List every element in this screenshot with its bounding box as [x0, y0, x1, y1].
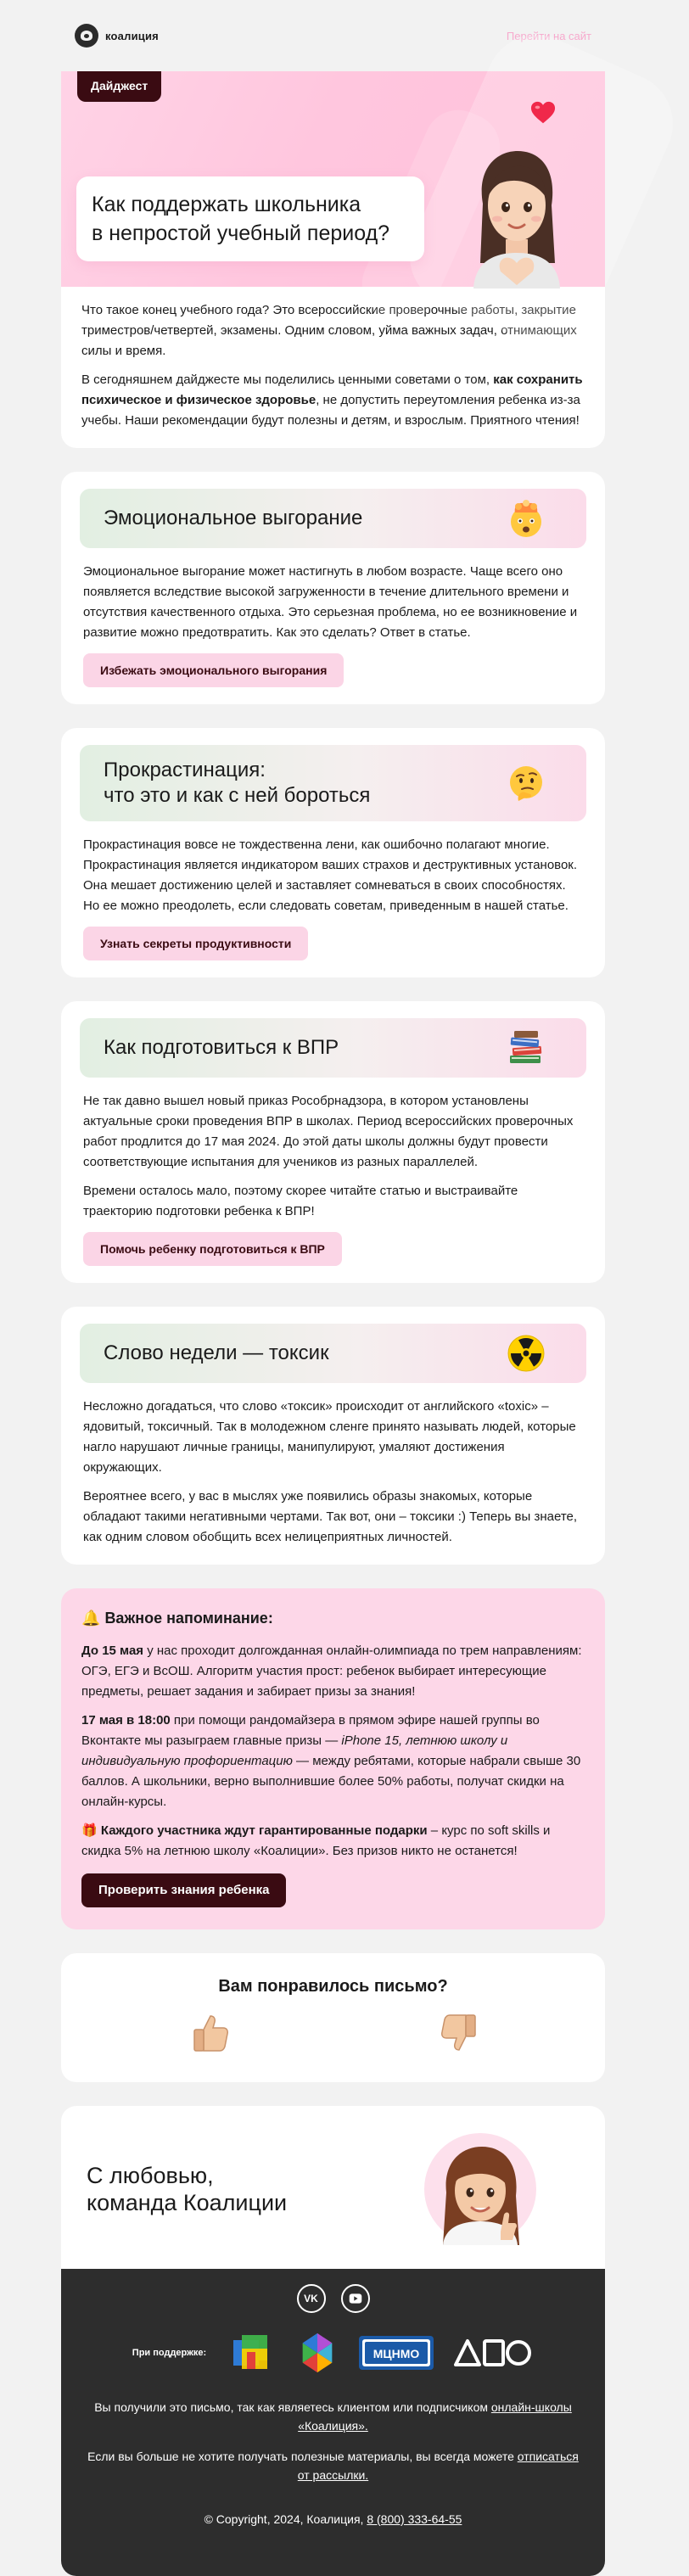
- footer: [61, 2269, 605, 2576]
- partners-label: При поддержке:: [132, 2348, 207, 2358]
- section-vpr: [61, 1001, 605, 1283]
- section-text-1: Несложно догадаться, что слово «токсик» происходит от английского «toxic» – ядовитый, токсичный. Так в молодежном сленге принято называть людей, которые нагло нарушают личные границы, манипулируют, умаляют достижения окружающих.: [83, 1399, 576, 1475]
- important-reminder: [61, 1588, 605, 1929]
- section-text-2: Времени осталось мало, поэтому скорее читайте статью и выстраивайте траекторию подготовки ребенка к ВПР!: [83, 1184, 518, 1218]
- intro-paragraph-1: Что такое конец учебного года? Это всероссийские проверочные работы, закрытие триместров/четвертей, экзамены. Одним словом, уйма важных задач, отнимающих силы и время.: [81, 303, 577, 358]
- section-header: [80, 1018, 586, 1078]
- reminder-title: [81, 1607, 585, 1629]
- footer-note2-text: Если вы больше не хотите получать полезные материалы, вы всегда можете: [87, 2450, 518, 2463]
- woman-avatar-illustration: [424, 2133, 536, 2245]
- thinking-face-emoji-icon: [507, 764, 546, 803]
- section-title-line1: Прокрастинация:: [104, 759, 266, 781]
- section-text: Эмоциональное выгорание может настигнуть в любом возрасте. Чаще всего оно появляется вследствие высокой загруженности в течение длительного времени и отсутствия качественного отдыха. Это серьезная проблема, но ее возникновение и развитие можно предотвратить. Как это сделать? Ответ в статье.: [83, 564, 578, 640]
- signature-line2: команда Коалиции: [87, 2190, 288, 2215]
- hero-title-line1: Как поддержать школьника: [92, 193, 361, 216]
- feedback-card: [61, 1953, 605, 2082]
- signature-line1: С любовью,: [87, 2163, 214, 2188]
- hero-banner: [61, 71, 605, 287]
- youtube-play-icon: [349, 2293, 362, 2304]
- intro-p2-text: В сегодняшнем дайджесте мы поделились ценными советами о том,: [81, 372, 494, 387]
- prepare-vpr-button[interactable]: Помочь ребенку подготовиться к ВПР: [83, 1232, 342, 1266]
- vk-icon[interactable]: VK: [297, 2284, 326, 2313]
- online-school-link[interactable]: онлайн-школы «Коалиция».: [298, 2400, 572, 2433]
- footer-note-subscription: [85, 2398, 581, 2435]
- partner-cube-logo-icon: [228, 2332, 276, 2374]
- feedback-title: Вам понравилось письмо?: [218, 1977, 448, 1996]
- section-body: [80, 821, 586, 960]
- unsubscribe-link[interactable]: отписаться от рассылки.: [297, 2450, 579, 2482]
- partner-dpo-logo: [452, 2336, 534, 2370]
- section-title: Как подготовиться к ВПР: [104, 1036, 339, 1059]
- section-body: [80, 1078, 586, 1266]
- phone-link[interactable]: 8 (800) 333-64-55: [367, 2512, 462, 2526]
- intro-p2-text-end: , не допустить переутомления ребенка из-за учебы. Наши рекомендации будут полезны и детям, и взрослым. Приятного чтения!: [81, 393, 580, 428]
- thumbs-up-icon[interactable]: [192, 2013, 229, 2053]
- reminder-date-1: До 15 мая: [81, 1644, 144, 1658]
- dpo-text: ДПО: [492, 2370, 495, 2371]
- section-header: [80, 745, 586, 821]
- hero-title-box: [76, 176, 424, 261]
- footer-note-unsubscribe: [85, 2447, 581, 2484]
- signature-text: [87, 2162, 287, 2216]
- email-container: [61, 0, 605, 2576]
- reminder-title-text: Важное напоминание:: [104, 1610, 273, 1627]
- copyright: [85, 2510, 581, 2528]
- reminder-paragraph-3: [81, 1821, 585, 1862]
- hero-title: [92, 190, 409, 248]
- logo-text: коалиция: [105, 29, 159, 42]
- reminder-p2-text-end: — между ребятами, которые набрали свыше 30 баллов. А школьники, верно выполнившие более 50% работы, получат скидки на онлайн-курсы.: [81, 1754, 581, 1809]
- brand-logo[interactable]: [75, 24, 159, 48]
- section-procrastination: [61, 728, 605, 977]
- books-emoji-icon: [507, 1028, 546, 1067]
- mcnmo-text: МЦНМО: [373, 2347, 420, 2360]
- partner-flower-logo-icon: [294, 2330, 340, 2376]
- check-knowledge-button[interactable]: Проверить знания ребенка: [81, 1873, 286, 1907]
- copyright-text: © Copyright, 2024, Коалиция,: [204, 2512, 367, 2526]
- signature-block: [61, 2106, 605, 2269]
- reminder-p3-text: – курс по soft skills и скидка 5% на летнюю школу «Коалиции». Без призов никто не останется!: [81, 1823, 551, 1858]
- section-body: [80, 1383, 586, 1548]
- radioactive-emoji-icon: [507, 1334, 546, 1373]
- avoid-burnout-button[interactable]: Избежать эмоционального выгорания: [83, 653, 344, 687]
- koala-logo-icon: [75, 24, 98, 48]
- section-title: Эмоциональное выгорание: [104, 507, 363, 529]
- section-header: [80, 1324, 586, 1383]
- girl-avatar-illustration: [462, 144, 572, 288]
- social-links: [85, 2284, 581, 2313]
- heart-icon: [530, 100, 556, 126]
- section-title: [104, 758, 370, 809]
- intro-p2-bold: как сохранить психическое и физическое здоровье: [81, 372, 583, 407]
- partner-mcnmo-logo: [359, 2336, 434, 2370]
- reminder-p2-text: при помощи рандомайзера в прямом эфире нашей группы во Вконтакте мы разыграем главные призы —: [81, 1713, 540, 1748]
- section-body: [80, 548, 586, 687]
- reminder-paragraph-1: [81, 1641, 585, 1702]
- reminder-date-2: 17 мая в 18:00: [81, 1713, 171, 1728]
- section-title-line2: что это и как с ней бороться: [104, 784, 371, 807]
- partners: [85, 2330, 581, 2376]
- team-avatar: [424, 2133, 536, 2245]
- youtube-icon[interactable]: [341, 2284, 370, 2313]
- footer-note1-text: Вы получили это письмо, так как являетесь клиентом или подписчиком: [94, 2400, 491, 2414]
- reminder-prizes: iPhone 15, летнюю школу и индивидуальную профориентацию: [81, 1733, 508, 1768]
- section-text-1: Не так давно вышел новый приказ Рособрнадзора, в котором установлены актуальные сроки проведения ВПР в школах. Период всероссийских проверочных работ продлится до 17 мая 2024. До этой даты школы должны будут провести соответствующие испытания для учеников из разных параллелей.: [83, 1094, 574, 1169]
- bell-icon: 🔔: [81, 1610, 101, 1627]
- section-word-of-week: [61, 1307, 605, 1565]
- hero-card: [61, 71, 605, 448]
- reminder-gifts-bold: Каждого участника ждут гарантированные подарки: [100, 1823, 428, 1838]
- reminder-p1-text: у нас проходит долгожданная онлайн-олимпиада по трем направлениям: ОГЭ, ЕГЭ и ВсОШ. Алгоритм участия прост: ребенок выбирает интересующие предметы, решает задания и забирает призы за знания!: [81, 1644, 582, 1699]
- gift-icon: 🎁: [81, 1823, 98, 1838]
- section-text-2: Вероятнее всего, у вас в мыслях уже появились образы знакомых, которые обладают такими негативными чертами. Так вот, они – токсики :) Теперь вы знаете, как одним словом обобщить всех нелицеприятных личностей.: [83, 1489, 578, 1544]
- section-burnout: [61, 472, 605, 704]
- intro-paragraph-2: [81, 370, 585, 431]
- section-text: Прокрастинация вовсе не тождественна лени, как ошибочно полагают многие. Прокрастинация является индикатором ваших страхов и деструктивных установок. Она мешает достижению целей и заставляет сомневаться в своих способностях. Но ее можно преодолеть, если следовать советам, приведенным в нашей статье.: [83, 837, 578, 913]
- reminder-paragraph-2: [81, 1711, 585, 1812]
- section-title: Слово недели — токсик: [104, 1341, 329, 1364]
- thumbs-down-icon[interactable]: [440, 2013, 478, 2053]
- mind-blown-emoji-icon: [507, 499, 546, 538]
- digest-badge: Дайджест: [77, 71, 161, 102]
- productivity-secrets-button[interactable]: Узнать секреты продуктивности: [83, 927, 308, 960]
- feedback-buttons: [81, 2013, 585, 2053]
- hero-title-line2: в непростой учебный период?: [92, 221, 390, 245]
- go-to-site-link[interactable]: Перейти на сайт: [506, 29, 591, 42]
- section-header: [80, 489, 586, 548]
